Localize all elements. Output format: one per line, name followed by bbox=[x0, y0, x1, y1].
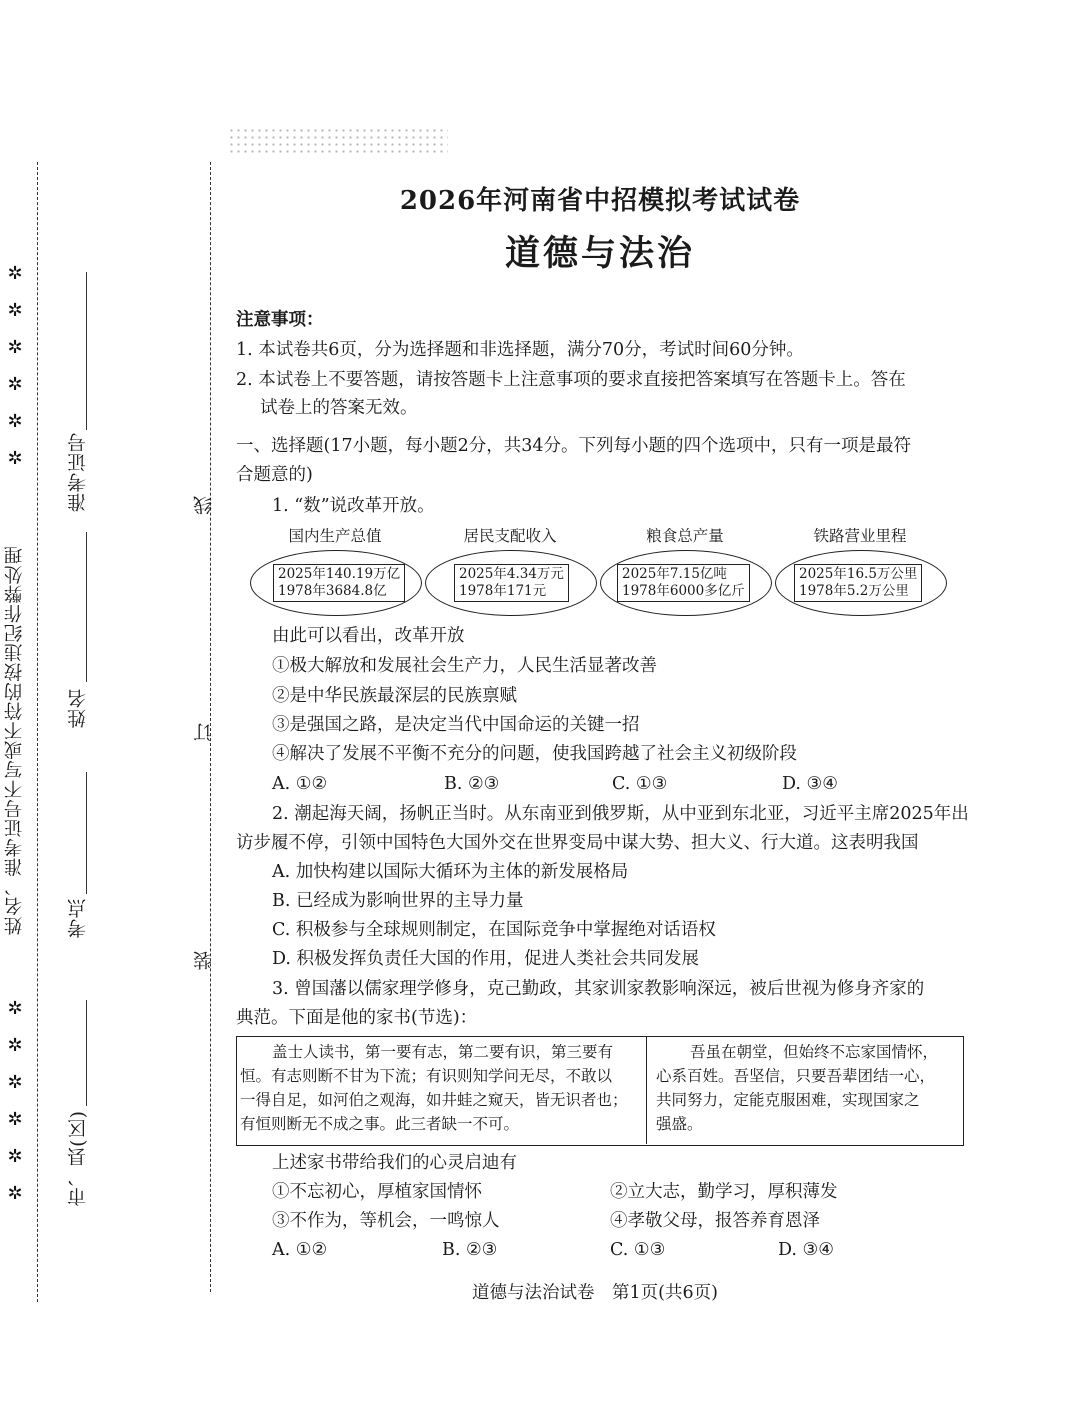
q1-lead: 由此可以看出，改革开放 bbox=[272, 626, 465, 646]
exam-site-label: 考点 bbox=[67, 898, 89, 938]
q1-figure-1978: 1978年5.2万公里 bbox=[799, 583, 909, 599]
q1-figure-1978: 1978年6000多亿斤 bbox=[622, 583, 745, 599]
q1-statement-2: ②是中华民族最深层的民族禀赋 bbox=[272, 686, 517, 706]
q3-choice-b: B. ②③ bbox=[442, 1240, 498, 1260]
q2-stem-cont: 访步履不停，引领中国特色大国外交在世界变局中谋大势、担大义、行大道。这表明我国 bbox=[236, 833, 919, 853]
q2-option-c: C. 积极参与全球规则制定，在国际竞争中掌握绝对话语权 bbox=[272, 920, 716, 940]
page-footer: 道德与法治试卷 第1页(共6页) bbox=[472, 1283, 718, 1303]
star-marks-bottom bbox=[4, 990, 26, 1212]
exam-id-label: 准考证号 bbox=[67, 432, 89, 512]
q3-statement-2: ②立大志，勤学习，厚积薄发 bbox=[610, 1182, 838, 1202]
q1-choice-b: B. ②③ bbox=[444, 774, 500, 794]
exam-title: 2026年河南省中招模拟考试试卷 bbox=[399, 186, 801, 216]
q1-figure-1978: 1978年3684.8亿 bbox=[278, 583, 387, 599]
q1-choice-c: C. ①③ bbox=[612, 774, 668, 794]
q1-figure-ellipse bbox=[600, 550, 772, 616]
star-icon: ✲ bbox=[7, 998, 23, 1019]
section1-header-cont: 合题意的) bbox=[236, 465, 313, 485]
q1-figure-ellipse bbox=[425, 550, 597, 616]
q1-figure-data bbox=[454, 564, 569, 602]
q3-statement-4: ④孝敬父母，报答养育恩泽 bbox=[610, 1211, 820, 1231]
binding-dashed-line-outer bbox=[37, 162, 38, 1302]
q3-right-cell-line: 心系百姓。吾坚信，只要吾辈团结一心， bbox=[656, 1067, 936, 1085]
q1-figure-label: 粮食总产量 bbox=[646, 527, 724, 545]
q2-stem: 2. 潮起海天阔，扬帆正当时。从东南亚到俄罗斯，从中亚到东北亚，习近平主席2025年出 bbox=[272, 804, 969, 824]
q1-choice-a: A. ①② bbox=[272, 774, 328, 794]
q2-option-a: A. 加快构建以国际大循环为主体的新发展格局 bbox=[272, 862, 629, 882]
notice-item-1: 1. 本试卷共6页，分为选择题和非选择题，满分70分，考试时间60分钟。 bbox=[236, 340, 804, 360]
notice-item-2-cont: 试卷上的答案无效。 bbox=[260, 398, 418, 418]
q1-figure-1978: 1978年171元 bbox=[459, 583, 547, 599]
q3-left-cell-line: 恒。有志则断不甘为下流；有识则知学问无尽，不敢以 bbox=[240, 1067, 613, 1085]
q1-figure-ellipse bbox=[250, 550, 422, 616]
q1-statement-3: ③是强国之路，是决定当代中国命运的关键一招 bbox=[272, 715, 640, 735]
subject-title: 道德与法治 bbox=[504, 233, 695, 274]
binding-mark-line: 线 bbox=[193, 495, 215, 515]
star-icon: ✲ bbox=[7, 448, 23, 469]
q1-figure-2025: 2025年16.5万公里 bbox=[799, 566, 918, 582]
star-icon: ✲ bbox=[7, 1183, 23, 1204]
q1-statement-1: ①极大解放和发展社会生产力，人民生活显著改善 bbox=[272, 656, 657, 676]
q1-figure-2025: 2025年4.34万元 bbox=[459, 566, 564, 582]
q3-left-cell-line: 一得自足，如河伯之观海，如井蛙之窥天，皆无识者也； bbox=[240, 1091, 628, 1109]
q1-figure-data bbox=[794, 564, 922, 602]
q2-option-d: D. 积极发挥负责任大国的作用，促进人类社会共同发展 bbox=[272, 949, 700, 969]
star-icon: ✲ bbox=[7, 1035, 23, 1056]
star-icon: ✲ bbox=[7, 1109, 23, 1130]
q3-right-cell-line: 强盛。 bbox=[656, 1115, 703, 1133]
name-label: 姓名 bbox=[67, 688, 89, 728]
city-label: 市、县(区) bbox=[67, 1110, 89, 1207]
exam-site-blank bbox=[86, 772, 87, 894]
q1-figure-label: 国内生产总值 bbox=[288, 527, 382, 545]
q1-choice-d: D. ③④ bbox=[782, 774, 838, 794]
q1-figure-2025: 2025年7.15亿吨 bbox=[622, 566, 727, 582]
q3-choice-a: A. ①② bbox=[272, 1240, 328, 1260]
notice-heading: 注意事项： bbox=[236, 310, 324, 330]
star-icon: ✲ bbox=[7, 263, 23, 284]
notice-item-2: 2. 本试卷上不要答题，请按答题卡上注意事项的要求直接把答案填写在答题卡上。答在 bbox=[236, 370, 906, 390]
star-icon: ✲ bbox=[7, 300, 23, 321]
q3-right-cell-line: 共同努力，定能克服困难，实现国家之 bbox=[656, 1091, 920, 1109]
q1-figure-data bbox=[617, 564, 750, 602]
name-blank bbox=[86, 532, 87, 682]
q3-lead: 上述家书带给我们的心灵启迪有 bbox=[272, 1153, 517, 1173]
q3-left-cell-line: 盖士人读书，第一要有志，第二要有识，第三要有 bbox=[272, 1043, 614, 1061]
q3-table-divider bbox=[646, 1036, 647, 1144]
q3-statement-3: ③不作为，等机会，一鸣惊人 bbox=[272, 1211, 500, 1231]
star-marks-top bbox=[4, 255, 26, 477]
q1-figure-label: 铁路营业里程 bbox=[813, 527, 907, 545]
q3-left-cell-line: 有恒则断无不成之事。此三者缺一不可。 bbox=[240, 1115, 520, 1133]
star-icon: ✲ bbox=[7, 1146, 23, 1167]
q3-statement-1: ①不忘初心，厚植家国情怀 bbox=[272, 1182, 482, 1202]
q1-figure-ellipse bbox=[775, 550, 947, 616]
q1-figure-label: 居民支配收入 bbox=[463, 527, 557, 545]
star-icon: ✲ bbox=[7, 411, 23, 432]
q3-choice-d: D. ③④ bbox=[778, 1240, 834, 1260]
q1-figure-data bbox=[273, 564, 405, 602]
binding-mark-seal: 装 bbox=[193, 950, 215, 970]
star-icon: ✲ bbox=[7, 337, 23, 358]
q2-option-b: B. 已经成为影响世界的主导力量 bbox=[272, 891, 524, 911]
q1-statement-4: ④解决了发展不平衡不充分的问题，使我国跨越了社会主义初级阶段 bbox=[272, 744, 797, 764]
star-icon: ✲ bbox=[7, 1072, 23, 1093]
q3-stem: 3. 曾国藩以儒家理学修身，克己勤政，其家训家教影响深远，被后世视为修身齐家的 bbox=[272, 979, 925, 999]
q1-figure-2025: 2025年140.19万亿 bbox=[278, 566, 401, 582]
q3-right-cell-line: 吾虽在朝堂，但始终不忘家国情怀， bbox=[690, 1043, 939, 1061]
scan-noise-texture bbox=[228, 127, 448, 155]
star-icon: ✲ bbox=[7, 374, 23, 395]
binding-warning: 姓名、准考证号不写或不符的按违纪作弊处理 bbox=[4, 545, 25, 935]
exam-id-blank bbox=[86, 272, 87, 430]
q1-stem: 1. “数”说改革开放。 bbox=[272, 496, 435, 516]
q3-choice-c: C. ①③ bbox=[610, 1240, 666, 1260]
q3-stem-cont: 典范。下面是他的家书(节选)： bbox=[236, 1008, 478, 1028]
city-blank bbox=[86, 1000, 87, 1106]
section1-header: 一、选择题(17小题，每小题2分，共34分。下列每小题的四个选项中，只有一项是最符 bbox=[236, 436, 911, 456]
binding-mark-bind: 订 bbox=[193, 722, 215, 742]
